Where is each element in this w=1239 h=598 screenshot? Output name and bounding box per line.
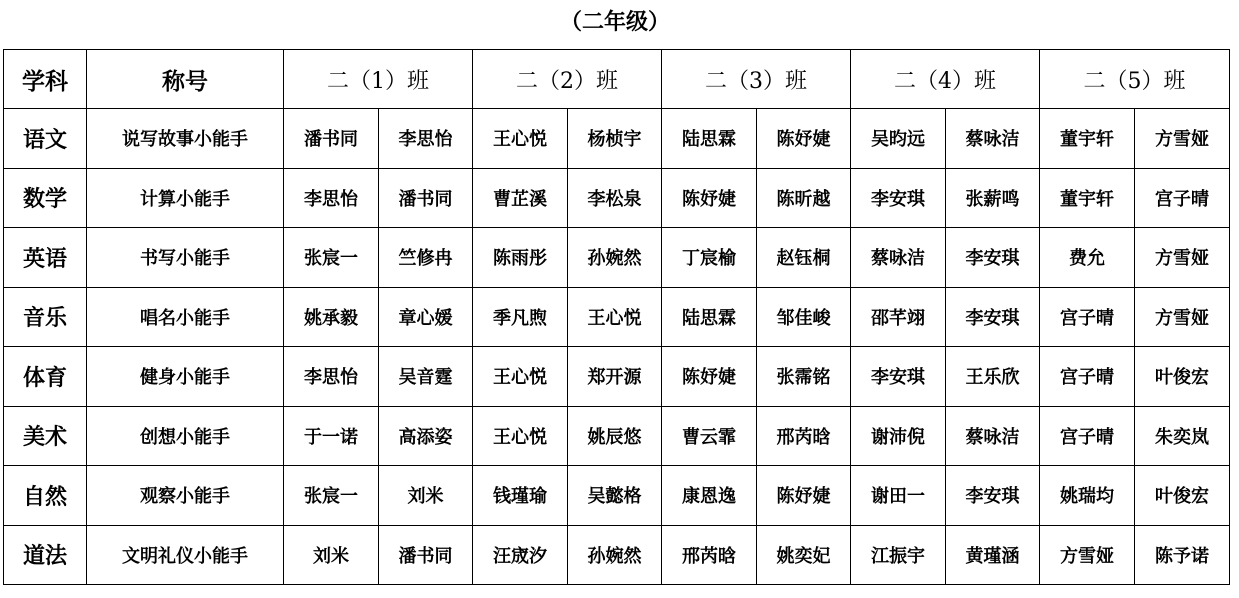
student-name-cell: 丁宸榆	[662, 228, 757, 288]
student-name-cell: 孙婉然	[568, 228, 662, 288]
table-row	[4, 287, 1230, 347]
student-name-cell: 陆思霖	[662, 109, 757, 169]
subject-cell: 道法	[4, 525, 87, 585]
header-row	[4, 50, 1230, 109]
student-name-cell: 宫子晴	[1040, 287, 1135, 347]
student-name-cell: 方雪娅	[1135, 287, 1230, 347]
student-name-cell: 陈妤婕	[757, 466, 851, 526]
student-name-cell: 张霈铭	[757, 347, 851, 407]
student-name-cell: 李安琪	[946, 228, 1040, 288]
award-title-cell: 创想小能手	[87, 406, 284, 466]
student-name-cell: 李松泉	[568, 168, 662, 228]
student-name-cell: 张薪鸣	[946, 168, 1040, 228]
student-name-cell: 李安琪	[946, 287, 1040, 347]
table-row	[4, 525, 1230, 585]
subject-cell: 音乐	[4, 287, 87, 347]
student-name-cell: 姚承毅	[284, 287, 379, 347]
student-name-cell: 董宇轩	[1040, 168, 1135, 228]
header-award: 称号	[87, 50, 284, 109]
header-class-4: 二（4）班	[851, 50, 1040, 109]
student-name-cell: 费允	[1040, 228, 1135, 288]
student-name-cell: 陈妤婕	[757, 109, 851, 169]
student-name-cell: 叶俊宏	[1135, 347, 1230, 407]
student-name-cell: 曹云霏	[662, 406, 757, 466]
student-name-cell: 杨桢宇	[568, 109, 662, 169]
student-name-cell: 李安琪	[851, 347, 946, 407]
student-name-cell: 陈雨彤	[473, 228, 568, 288]
student-name-cell: 方雪娅	[1135, 109, 1230, 169]
subject-cell: 自然	[4, 466, 87, 526]
student-name-cell: 姚奕妃	[757, 525, 851, 585]
student-name-cell: 钱瑾瑜	[473, 466, 568, 526]
student-name-cell: 汪宬汐	[473, 525, 568, 585]
student-name-cell: 陆思霖	[662, 287, 757, 347]
student-name-cell: 刘米	[284, 525, 379, 585]
table-row	[4, 466, 1230, 526]
student-name-cell: 刘米	[379, 466, 473, 526]
student-name-cell: 方雪娅	[1135, 228, 1230, 288]
student-name-cell: 董宇轩	[1040, 109, 1135, 169]
subject-cell: 数学	[4, 168, 87, 228]
table-row	[4, 109, 1230, 169]
student-name-cell: 王心悦	[568, 287, 662, 347]
student-name-cell: 吴音霆	[379, 347, 473, 407]
award-title-cell: 唱名小能手	[87, 287, 284, 347]
student-name-cell: 潘书同	[284, 109, 379, 169]
student-name-cell: 蔡咏洁	[946, 109, 1040, 169]
student-name-cell: 陈妤婕	[662, 168, 757, 228]
student-name-cell: 潘书同	[379, 168, 473, 228]
student-name-cell: 谢沛倪	[851, 406, 946, 466]
student-name-cell: 曹芷溪	[473, 168, 568, 228]
student-name-cell: 邹佳峻	[757, 287, 851, 347]
page-title: （二年级）	[559, 9, 670, 35]
table-body	[4, 109, 1230, 585]
student-name-cell: 孙婉然	[568, 525, 662, 585]
header-class-2: 二（2）班	[473, 50, 662, 109]
student-name-cell: 朱奕岚	[1135, 406, 1230, 466]
student-name-cell: 陈予诺	[1135, 525, 1230, 585]
student-name-cell: 康恩逸	[662, 466, 757, 526]
student-name-cell: 邵芊翊	[851, 287, 946, 347]
award-title-cell: 文明礼仪小能手	[87, 525, 284, 585]
student-name-cell: 姚瑞均	[1040, 466, 1135, 526]
student-name-cell: 李安琪	[851, 168, 946, 228]
student-name-cell: 邢芮晗	[662, 525, 757, 585]
student-name-cell: 王心悦	[473, 347, 568, 407]
student-name-cell: 李安琪	[946, 466, 1040, 526]
awards-table	[3, 49, 1230, 585]
student-name-cell: 蔡咏洁	[851, 228, 946, 288]
student-name-cell: 吴昀远	[851, 109, 946, 169]
subject-cell: 语文	[4, 109, 87, 169]
award-title-cell: 书写小能手	[87, 228, 284, 288]
award-title-cell: 计算小能手	[87, 168, 284, 228]
award-title-cell: 说写故事小能手	[87, 109, 284, 169]
student-name-cell: 张宸一	[284, 466, 379, 526]
header-subject: 学科	[4, 50, 87, 109]
student-name-cell: 陈妤婕	[662, 347, 757, 407]
student-name-cell: 姚辰悠	[568, 406, 662, 466]
table-row	[4, 228, 1230, 288]
student-name-cell: 王心悦	[473, 109, 568, 169]
student-name-cell: 竺修冉	[379, 228, 473, 288]
student-name-cell: 王心悦	[473, 406, 568, 466]
student-name-cell: 李思怡	[284, 347, 379, 407]
student-name-cell: 蔡咏洁	[946, 406, 1040, 466]
student-name-cell: 方雪娅	[1040, 525, 1135, 585]
subject-cell: 英语	[4, 228, 87, 288]
student-name-cell: 江振宇	[851, 525, 946, 585]
student-name-cell: 赵钰桐	[757, 228, 851, 288]
subject-cell: 美术	[4, 406, 87, 466]
header-class-5: 二（5）班	[1040, 50, 1230, 109]
student-name-cell: 潘书同	[379, 525, 473, 585]
student-name-cell: 黄瑾涵	[946, 525, 1040, 585]
student-name-cell: 王乐欣	[946, 347, 1040, 407]
student-name-cell: 宫子晴	[1135, 168, 1230, 228]
student-name-cell: 季凡煦	[473, 287, 568, 347]
header-class-1: 二（1）班	[284, 50, 473, 109]
student-name-cell: 郑开源	[568, 347, 662, 407]
student-name-cell: 李思怡	[284, 168, 379, 228]
student-name-cell: 章心媛	[379, 287, 473, 347]
student-name-cell: 邢芮晗	[757, 406, 851, 466]
student-name-cell: 陈昕越	[757, 168, 851, 228]
student-name-cell: 李思怡	[379, 109, 473, 169]
table-row	[4, 168, 1230, 228]
student-name-cell: 宫子晴	[1040, 347, 1135, 407]
subject-cell: 体育	[4, 347, 87, 407]
table-row	[4, 406, 1230, 466]
student-name-cell: 宫子晴	[1040, 406, 1135, 466]
award-title-cell: 健身小能手	[87, 347, 284, 407]
award-title-cell: 观察小能手	[87, 466, 284, 526]
student-name-cell: 高添姿	[379, 406, 473, 466]
student-name-cell: 吴懿格	[568, 466, 662, 526]
student-name-cell: 于一诺	[284, 406, 379, 466]
header-class-3: 二（3）班	[662, 50, 851, 109]
student-name-cell: 张宸一	[284, 228, 379, 288]
table-row	[4, 347, 1230, 407]
student-name-cell: 叶俊宏	[1135, 466, 1230, 526]
student-name-cell: 谢田一	[851, 466, 946, 526]
